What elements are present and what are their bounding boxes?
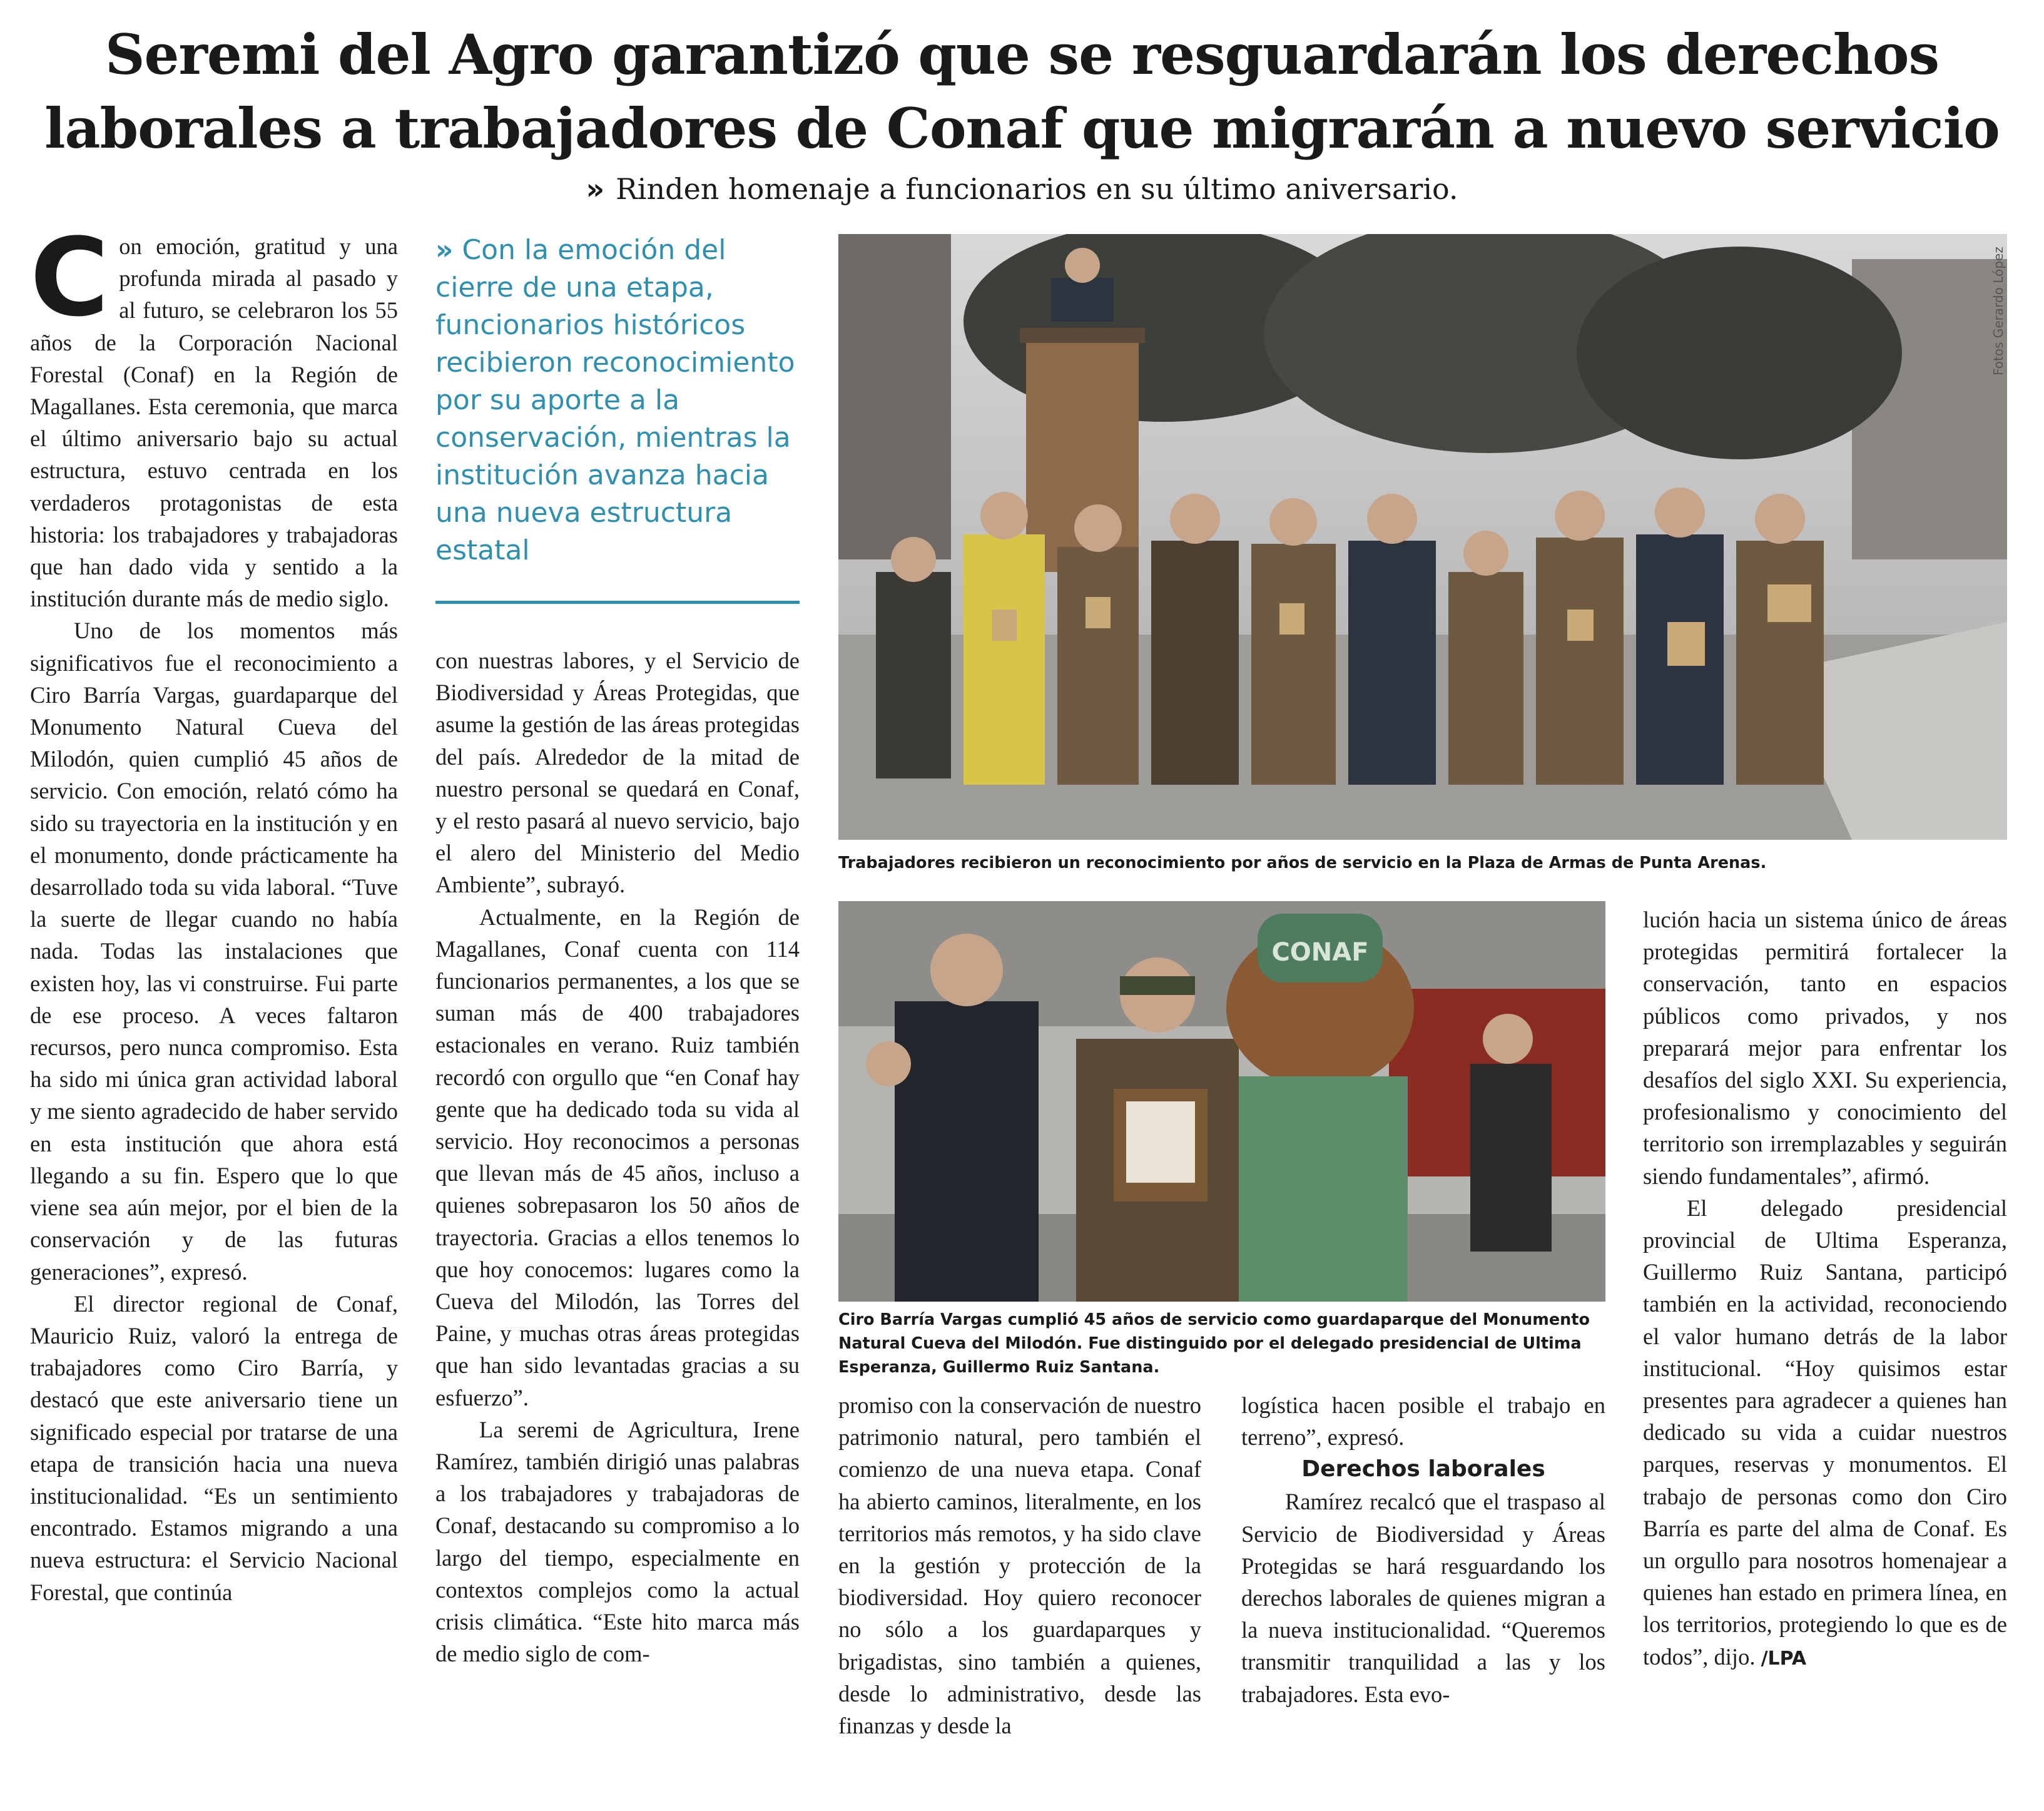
kicker	[0, 170, 2044, 208]
pull-quote-text: Con la emoción del cierre de una etapa, funcionarios históricos recibieron reconocimiento por su aporte a la conservación, mientras la institución avanza hacia una nueva estructura estatal	[435, 234, 795, 566]
article-column-2	[435, 645, 800, 1807]
mascot-cap-text: CONAF	[1271, 938, 1369, 967]
paragraph: logística hacen posible el trabajo en terreno”, expresó.	[1241, 1392, 1605, 1451]
paragraph: Ramírez recalcó que el traspaso al Servicio de Biodiversidad y Áreas Protegidas se hará resguardando los derechos laborales de quienes migran a la nueva institucionalidad. “Queremos transmitir tranquilidad a las y los trabajadores. Esta evo-	[1241, 1489, 1605, 1707]
photo-workers-ceremony-image	[838, 234, 2007, 840]
paragraph: Uno de los momentos más significativos fue el reconocimiento a Ciro Barría Vargas, guardaparque del Monumento Natural Cueva del Milodón, quien cumplió 45 años de servicio. Con emoción, relató cómo ha sido su trayectoria en la institución y en el monumento, donde prácticamente ha desarrollado toda su vida laboral. “Tuve la suerte de llegar cuando no había nada. Todas las instalaciones que existen hoy, las vi construirse. Fui parte de ese proceso. A veces faltaron recursos, pero nunca compromiso. Esta ha sido mi única gran actividad laboral y me siento agradecido de haber servido en esta institución que ahora está llegando a su fin. Espero que lo que viene sea aún mejor, por el bien de la conservación y de las futuras generaciones”, expresó.	[30, 618, 398, 1285]
pull-quote	[435, 232, 798, 604]
article-column-1	[30, 230, 398, 1807]
paragraph: lución hacia un sistema único de áreas protegidas permitirá fortalecer la conservación, tanto en espacios públicos como privados, y nos preparará mejor para enfrentar los desafíos del siglo XXI. Su experiencia, profesionalismo y conocimiento del territorio son irremplazables y seguirán siendo fundamentales”, afirmó.	[1643, 907, 2007, 1189]
paragraph: promiso con la conservación de nuestro patrimonio natural, pero también el comienzo de una nueva etapa. Conaf ha abierto caminos, literalmente, en los territorios más remotos, y ha sido clave en la gestión y protección de la biodiversidad. Hoy quiero reconocer no sólo a los guardaparques y brigadistas, sino también a quienes, desde lo administrativo, desde las finanzas y desde la	[838, 1392, 1201, 1739]
paragraph: Con emoción, gratitud y una profunda mirada al pasado y al futuro, se celebraron los 55 años de la Corporación Nacional Forestal (Conaf) en la Región de Magallanes. Esta ceremonia, que marca el último aniversario bajo su actual estructura, estuvo centrada en los verdaderos protagonistas de esta historia: los trabajadores y trabajadoras que han dado vida y sentido a la institución durante más de medio siglo.	[30, 230, 398, 612]
photo-workers-ceremony	[838, 234, 2007, 840]
photo-caption-bottom: Ciro Barría Vargas cumplió 45 años de servicio como guardaparque del Monumento Natural Cueva del Milodón. Fue distinguido por el delegado presidencial de Ultima Esperanza, Guillermo Ruiz Santana.	[838, 1310, 1590, 1377]
pull-quote-rule	[435, 601, 800, 604]
paragraph: La seremi de Agricultura, Irene Ramírez, también dirigió unas palabras a los trabajadores y trabajadoras de Conaf, destacando su compromiso a lo largo del tiempo, especialmente en contextos complejos como la actual crisis climática. “Este hito marca más de medio siglo de com-	[435, 1416, 800, 1667]
paragraph: El delegado presidencial provincial de Ultima Esperanza, Guillermo Ruiz Santana, participó también en la actividad, reconociendo el valor humano detrás de la labor institucional. “Hoy quisimos estar presentes para agradecer a quienes han dedicado su vida a cuidar nuestros parques, reservas y monumentos. El trabajo de personas como don Ciro Barría es parte del alma de Conaf. Es un orgullo para nosotros homenajear a quienes han estado en primera línea, en los territorios, protegiendo lo que es de todos”, dijo. /LPA	[1643, 1195, 2007, 1670]
double-chevron-icon: »	[586, 172, 605, 206]
headline	[0, 18, 2044, 165]
headline-line-1: Seremi del Agro garantizó que se resguardarán los derechos	[104, 22, 1940, 87]
photo-credit: Fotos Gerardo López	[1991, 247, 2006, 375]
signature: /LPA	[1761, 1647, 1807, 1670]
article-column-3	[838, 1389, 1201, 1807]
paragraph: Actualmente, en la Región de Magallanes, Conaf cuenta con 114 funcionarios permanentes, a los que se suman más de 400 trabajadores estacionales en verano. Ruiz también recordó con orgullo que “en Conaf hay gente que ha dedicado toda su vida al servicio. Hoy reconocimos a personas que llevan más de 45 años, incluso a quienes sobrepasaron los 50 años de trayectoria. Gracias a ellos tenemos lo que hoy conocemos: lugares como la Cueva del Milodón, las Torres del Paine, y muchas otras áreas protegidas que han sido levantadas gracias a su esfuerzo”.	[435, 904, 800, 1411]
subheading: Derechos laborales	[1301, 1456, 1545, 1482]
double-chevron-icon: »	[435, 234, 454, 266]
photo-caption-top: Trabajadores recibieron un reconocimiento por años de servicio en la Plaza de Armas de Punta Arenas.	[838, 854, 1767, 872]
drop-cap: C	[30, 230, 109, 340]
kicker-text: Rinden homenaje a funcionarios en su último aniversario.	[616, 172, 1458, 206]
photo-ciro-barria-image	[838, 901, 1605, 1302]
headline-line-2: laborales a trabajadores de Conaf que migrarán a nuevo servicio	[44, 96, 2000, 161]
article-column-5	[1643, 904, 2007, 1807]
article-column-4	[1241, 1389, 1605, 1807]
paragraph: El director regional de Conaf, Mauricio Ruiz, valoró la entrega de trabajadores como Ciro Barría, y destacó que este aniversario tiene un significado especial por tratarse de una etapa de transición hacia una nueva institucionalidad. “Es un sentimiento encontrado. Estamos migrando a una nueva estructura: el Servicio Nacional Forestal, que continúa	[30, 1290, 398, 1605]
paragraph: con nuestras labores, y el Servicio de Biodiversidad y Áreas Protegidas, que asume la gestión de las áreas protegidas del país. Alrededor de la mitad de nuestro personal se quedará en Conaf, y el resto pasará al nuevo servicio, bajo el alero del Ministerio del Medio Ambiente”, subrayó.	[435, 648, 800, 898]
photo-ciro-barria	[838, 901, 1605, 1302]
